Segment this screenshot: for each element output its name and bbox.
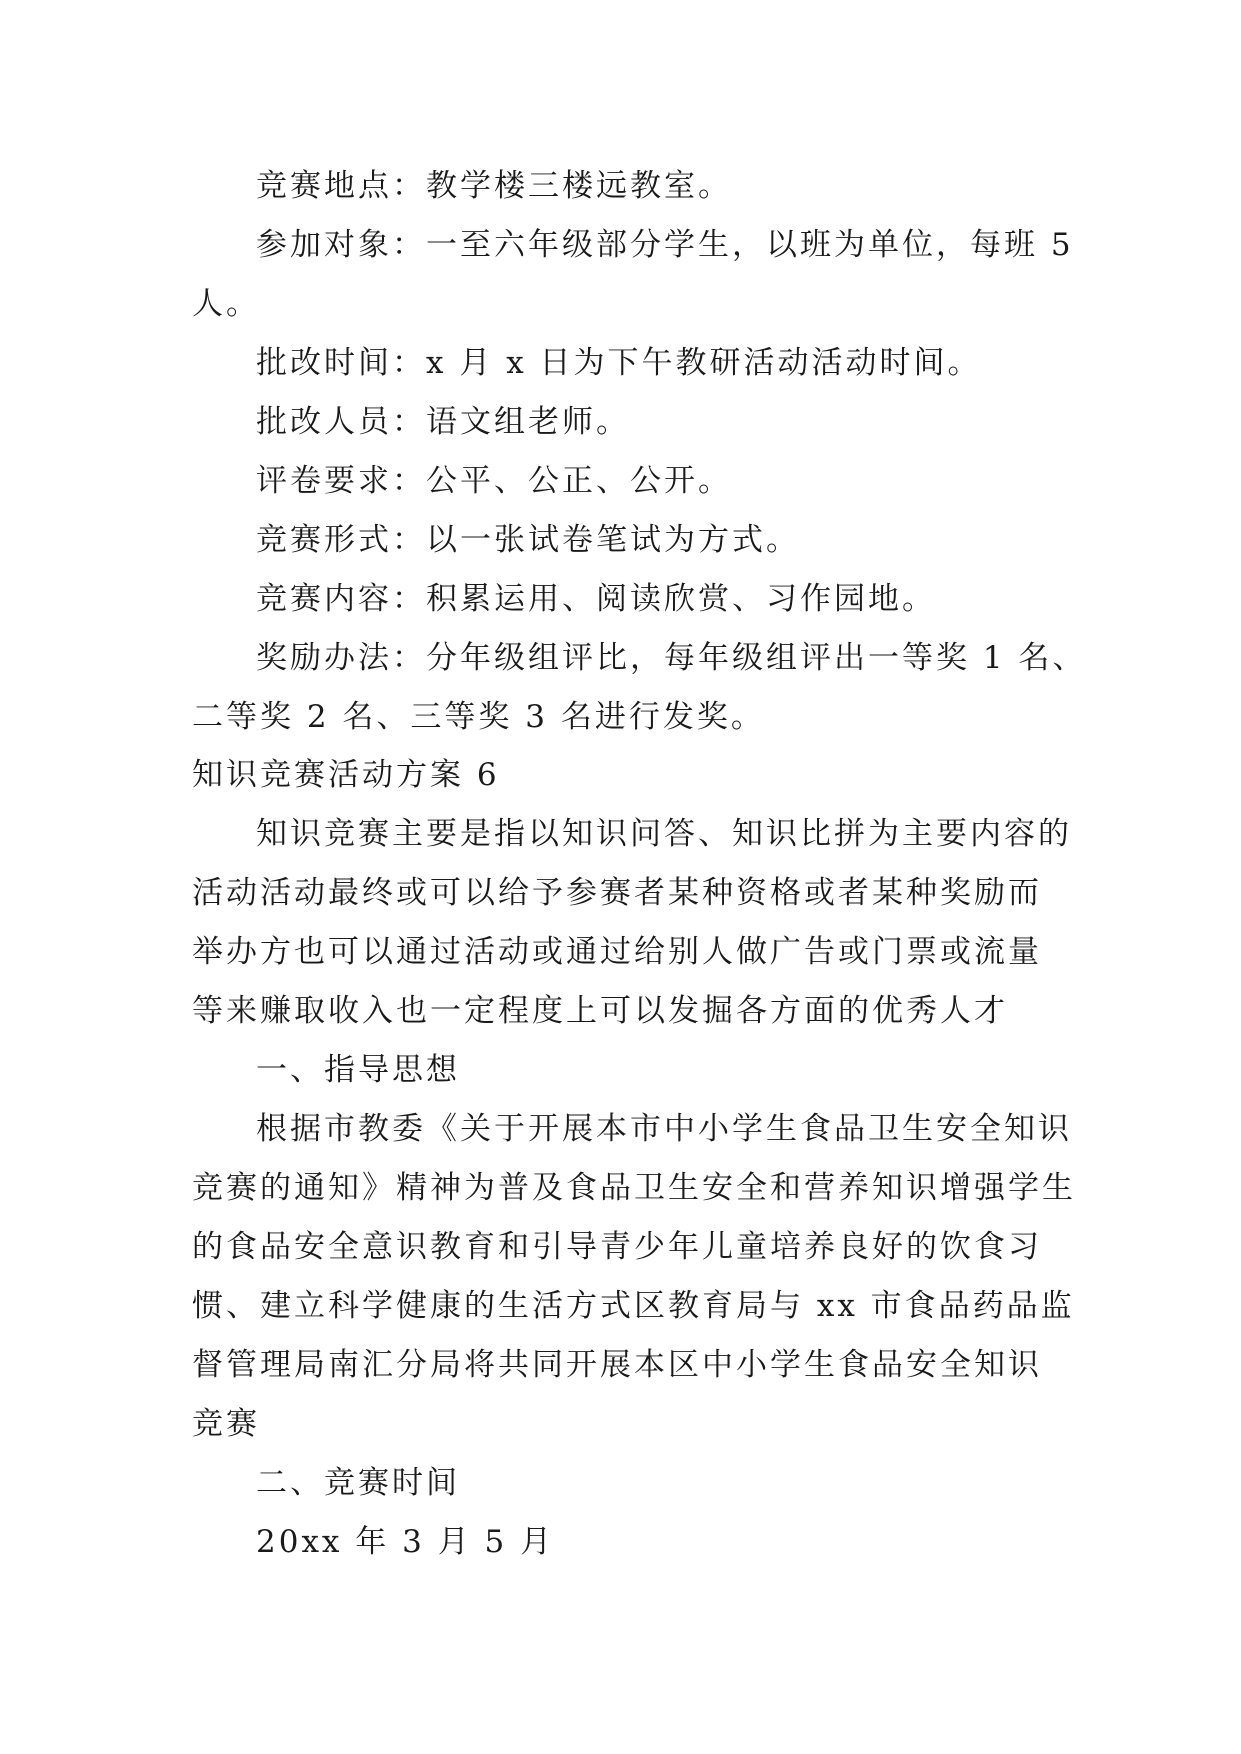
paragraph-participants-cont: 人。: [192, 286, 260, 322]
paragraph-contest-date: 20xx 年 3 月 5 月: [256, 1524, 555, 1560]
paragraph-intro-cont: 等来赚取收入也一定程度上可以发掘各方面的优秀人才: [192, 993, 1008, 1029]
paragraph-intro-cont: 活动活动最终或可以给予参赛者某种资格或者某种奖励而: [192, 875, 1042, 911]
paragraph-intro: 知识竞赛主要是指以知识问答、知识比拼为主要内容的: [256, 816, 1072, 852]
paragraph-awards-cont: 二等奖 2 名、三等奖 3 名进行发奖。: [192, 699, 765, 735]
paragraph-ideology: 根据市教委《关于开展本市中小学生食品卫生安全知识: [256, 1111, 1072, 1147]
paragraph-ideology-cont: 竞赛的通知》精神为普及食品卫生安全和营养知识增强学生: [192, 1170, 1076, 1206]
heading-guiding-ideology: 一、指导思想: [256, 1052, 460, 1088]
paragraph-graders: 批改人员：语文组老师。: [256, 404, 630, 440]
paragraph-ideology-cont: 惯、建立科学健康的生活方式区教育局与 xx 市食品药品监: [192, 1288, 1075, 1324]
paragraph-contest-content: 竞赛内容：积累运用、阅读欣赏、习作园地。: [256, 581, 936, 617]
paragraph-grading-requirements: 评卷要求：公平、公正、公开。: [256, 463, 732, 499]
heading-contest-time: 二、竞赛时间: [256, 1465, 460, 1501]
paragraph-intro-cont: 举办方也可以通过活动或通过给别人做广告或门票或流量: [192, 934, 1042, 970]
paragraph-participants: 参加对象：一至六年级部分学生，以班为单位，每班 5: [256, 227, 1074, 263]
paragraph-ideology-cont: 督管理局南汇分局将共同开展本区中小学生食品安全知识: [192, 1347, 1042, 1383]
paragraph-ideology-cont: 的食品安全意识教育和引导青少年儿童培养良好的饮食习: [192, 1229, 1042, 1265]
paragraph-ideology-cont: 竞赛: [192, 1406, 260, 1442]
paragraph-contest-format: 竞赛形式：以一张试卷笔试为方式。: [256, 522, 800, 558]
paragraph-venue: 竞赛地点：教学楼三楼远教室。: [256, 168, 732, 204]
paragraph-grading-time: 批改时间：x 月 x 日为下午教研活动活动时间。: [256, 345, 982, 381]
paragraph-awards: 奖励办法：分年级组评比，每年级组评出一等奖 1 名、: [256, 640, 1087, 676]
section-title: 知识竞赛活动方案 6: [192, 757, 500, 793]
